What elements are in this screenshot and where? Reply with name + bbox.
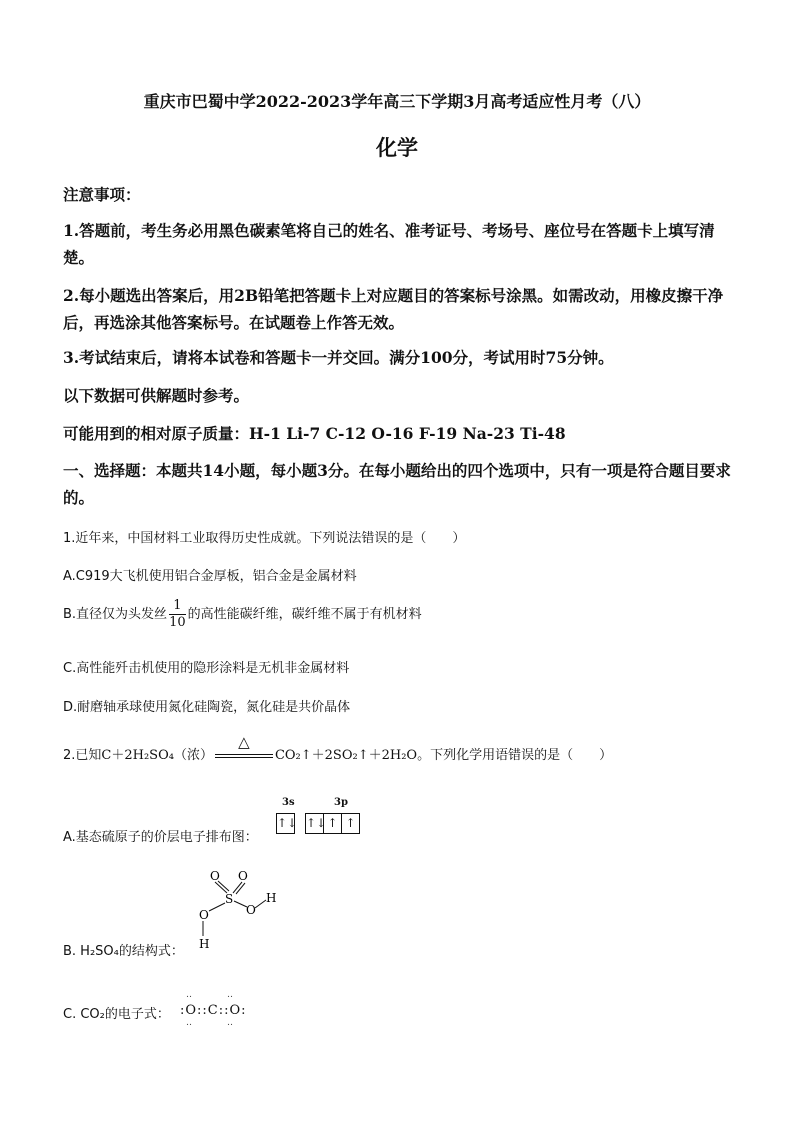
atom-o: O [238, 869, 248, 883]
electron-dots-bottom: ‥ [227, 1018, 234, 1028]
atom-o: O [210, 869, 220, 883]
bond-lines [203, 881, 266, 936]
q2-stem [63, 732, 613, 763]
q1-option-d: D.耐磨轴承球使用氮化硅陶瓷，氮化硅是共价晶体 [63, 700, 351, 715]
q1-option-b-post: 的高性能碳纤维，碳纤维不属于有机材料 [187, 607, 422, 622]
electron-dots-top: ‥ [227, 990, 234, 1000]
heat-condition: △ [238, 732, 250, 751]
q2-option-b: B. H₂SO₄的结构式： [63, 944, 184, 959]
orbital-3p-cell-3: ↑ [345, 816, 356, 830]
subject-title: 化学 [376, 135, 418, 160]
atom-o: O [199, 908, 209, 922]
atom-h: H [266, 891, 277, 905]
q2-option-a: A.基态硫原子的价层电子排布图： [63, 830, 258, 845]
fraction-numerator: 1 [169, 598, 186, 615]
atom-h: H [199, 937, 210, 951]
atom-s: S [225, 892, 234, 906]
data-hint: 以下数据可供解题时参考。 [63, 386, 250, 405]
orbital-3p-cell-1: ↑↓ [306, 814, 324, 833]
orbital-3s-box [276, 813, 298, 834]
q2-suffix: 。下列化学用语错误的是（ ） [417, 748, 613, 763]
reaction-arrow [213, 732, 275, 763]
h2so4-structure-diagram [190, 866, 290, 956]
fraction [169, 598, 186, 631]
electron-dots-bottom: ‥ [186, 1018, 193, 1028]
equation-right: CO₂↑＋2SO₂↑＋2H₂O [274, 748, 418, 763]
notes-heading: 注意事项： [63, 185, 141, 204]
atom-o: O [246, 903, 256, 917]
notice-item-2: 2.每小题选出答案后，用2B铅笔把答题卡上对应题目的答案标号涂黑。如需改动，用橡皮擦干净后，再选涂其他答案标号。在试题卷上作答无效。 [63, 286, 724, 332]
orbital-3p-cell-2: ↑ [324, 814, 342, 833]
label-3p: 3p [334, 797, 348, 808]
q1-option-b [63, 598, 422, 631]
notice-item-3: 3.考试结束后，请将本试卷和答题卡一并交回。满分100分，考试用时75分钟。 [63, 348, 614, 367]
section-heading: 一、选择题：本题共14小题，每小题3分。在每小题给出的四个选项中，只有一项是符合题目要求的。 [63, 461, 731, 507]
orbital-3s-cell: ↑↓ [277, 816, 298, 830]
q1-stem: 1.近年来，中国材料工业取得历史性成就。下列说法错误的是（ ） [63, 531, 466, 546]
q1-option-c: C.高性能歼击机使用的隐形涂料是无机非金属材料 [63, 661, 350, 676]
equation-left: C＋2H₂SO₄（浓） [101, 748, 213, 763]
q2-prefix: 2.已知 [63, 748, 102, 763]
q2-option-c: C. CO₂的电子式： [63, 1007, 170, 1022]
co2-electron-formula: :O::C::O: [180, 1003, 247, 1018]
atomic-masses: 可能用到的相对原子质量：H-1 Li-7 C-12 O-16 F-19 Na-23 Ti-48 [63, 424, 566, 443]
label-3s: 3s [282, 797, 295, 808]
exam-title: 重庆市巴蜀中学2022-2023学年高三下学期3月高考适应性月考（八） [143, 92, 651, 111]
q1-option-a: A.C919大飞机使用铝合金厚板，铝合金是金属材料 [63, 569, 357, 584]
fraction-denominator: 10 [169, 615, 186, 630]
notice-item-1: 1.答题前，考生务必用黑色碳素笔将自己的姓名、准考证号、考场号、座位号在答题卡上填写清楚。 [63, 221, 715, 267]
electron-dots-top: ‥ [186, 990, 193, 1000]
orbital-3p-box [305, 813, 360, 834]
q1-option-b-pre: B.直径仅为头发丝 [63, 607, 168, 622]
